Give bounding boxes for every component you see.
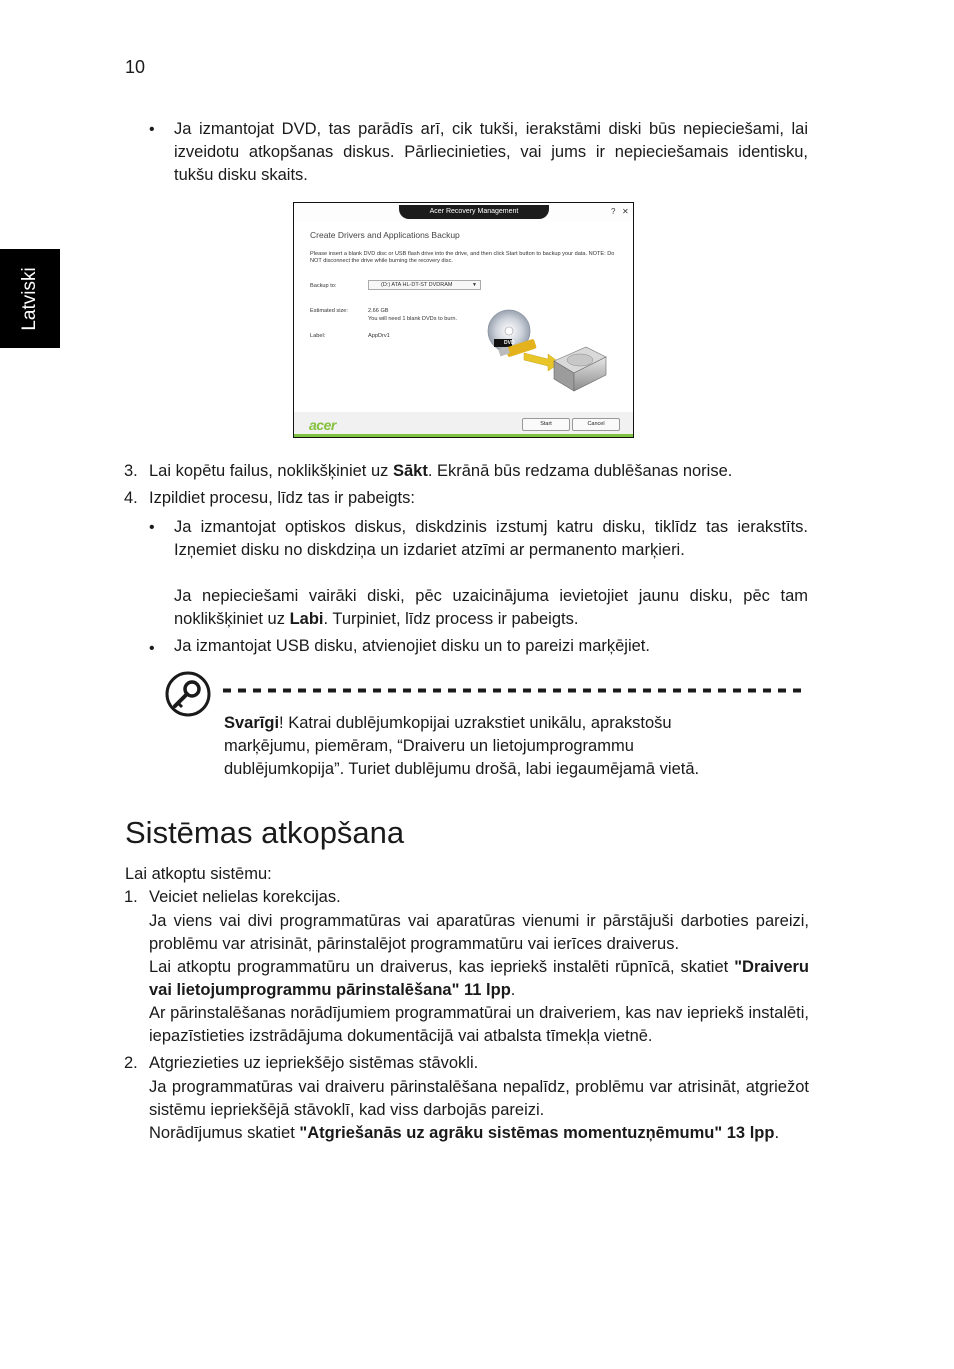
- key-icon: [165, 671, 211, 717]
- acer-logo: acer: [309, 417, 336, 433]
- hard-drive-icon: [554, 347, 606, 391]
- step-4-number: 4.: [124, 489, 138, 507]
- bullet-optical-disc: Ja izmantojat optiskos diskus, diskdzinis izstumj katru disku, tiklīdz tas ierakstīts. Izņemiet disku no diskdziņa un izdariet atzīmi ar permanento marķieri.: [174, 518, 808, 559]
- bullet-marker: •: [149, 121, 155, 138]
- chevron-down-icon: ▼: [472, 282, 477, 288]
- item-2-p2-c: .: [774, 1124, 780, 1142]
- important-label: Svarīgi: [224, 714, 280, 732]
- close-icon[interactable]: ✕: [622, 207, 629, 216]
- window-title-text: Acer Recovery Management: [429, 208, 519, 215]
- recovery-management-screenshot: [293, 202, 634, 438]
- language-side-tab-label: Latviski: [19, 266, 40, 331]
- item-1-p2-a: Lai atkoptu programmatūru un draiverus, kas iepriekš instalēti rūpnīcā, skatiet: [149, 958, 735, 976]
- item-2-number: 2.: [124, 1054, 138, 1072]
- label-label: Label:: [310, 333, 326, 339]
- item-1-title: Veiciet nelielas korekcijas.: [149, 888, 341, 906]
- item-2-paragraph-1: Ja programmatūras vai draiveru pārinstalēšana nepalīdz, problēmu var atrisināt, atgriežot sistēmu iepriekšējā stāvoklī, kad viss darbojās pareizi.: [149, 1078, 809, 1119]
- backup-to-label: Backup to:: [310, 283, 337, 289]
- bullet-cont-ok-bold: Labi: [289, 610, 324, 628]
- estimated-size-note: You will need 1 blank DVDs to burn.: [368, 316, 458, 322]
- important-note: [224, 712, 744, 781]
- bullet-usb-disc: Ja izmantojat USB disku, atvienojiet disku un to pareizi marķējiet.: [174, 637, 650, 655]
- dialog-instruction: Please insert a blank DVD disc or USB flash drive into the drive, and then click Start button to backup your data. NOTE: Do NOT disconnect the drive while burning the recovery disc.: [310, 251, 615, 264]
- window-titlebar: [294, 203, 633, 221]
- item-1-paragraph-3: Ar pārinstalēšanas norādījumiem programmatūrai un draiveriem, kas nav iepriekš instalēti, iepazīstieties izstrādājuma dokumentācijā vai atbalsta tīmekļa vietnē.: [149, 1004, 809, 1045]
- footer-accent-bar: [294, 434, 633, 437]
- item-1-paragraph-2: [149, 956, 809, 1002]
- item-2-paragraph-2: [149, 1122, 809, 1145]
- note-divider: [223, 688, 805, 693]
- item-1-paragraph-1: Ja viens vai divi programmatūras vai aparatūras vienumi ir pārstājuši darboties pareizi, problēmu var atrisināt, pārinstalējot programmatūru vai ierīces draiverus.: [149, 912, 809, 953]
- backup-drive-value: (D:) ATA HL-DT-ST DVDRAM: [381, 282, 453, 288]
- estimated-size-label: Estimated size:: [310, 308, 348, 314]
- item-2-title: Atgriezieties uz iepriekšējo sistēmas stāvokli.: [149, 1054, 479, 1072]
- bullet-marker: •: [149, 640, 155, 657]
- label-value: AppDrv1: [368, 333, 390, 339]
- bullet-marker: •: [149, 519, 155, 536]
- dvd-to-drive-illustration: [484, 303, 614, 395]
- item-1-p2-c: .: [510, 981, 516, 999]
- section-intro: Lai atkoptu sistēmu:: [125, 865, 272, 883]
- item-2-p2-link[interactable]: "Atgriešanās uz agrāku sistēmas momentuzņēmumu" 13 lpp: [299, 1124, 775, 1142]
- cancel-button[interactable]: Cancel: [572, 418, 620, 431]
- window-title: [399, 205, 549, 219]
- step-3-number: 3.: [124, 462, 138, 480]
- page-number: 10: [125, 57, 146, 77]
- item-1-number: 1.: [124, 888, 138, 906]
- intro-bullet-text: Ja izmantojat DVD, tas parādīs arī, cik tukši, ierakstāmi diski būs nepieciešami, lai izveidotu atkopšanas diskus. Pārliecinieties, vai jums ir nepieciešamais identisku, tukšu disku skaits.: [174, 120, 808, 184]
- step-4-text: Izpildiet procesu, līdz tas ir pabeigts:: [149, 489, 415, 507]
- dialog-heading: Create Drivers and Applications Backup: [310, 230, 460, 240]
- bullet-cont-a: Ja nepieciešami vairāki diski, pēc uzaicinājuma ievietojiet jaunu disku, pēc tam noklikšķiniet uz: [174, 587, 808, 628]
- step-3-text: [149, 462, 809, 481]
- backup-drive-select[interactable]: [368, 280, 481, 290]
- item-1-p2-link[interactable]: "Draiveru vai lietojumprogrammu pārinstalēšana" 11 lpp: [149, 958, 809, 999]
- step-3-start-bold: Sākt: [392, 462, 428, 480]
- step-3-text-a: Lai kopētu failus, noklikšķiniet uz: [149, 462, 393, 480]
- item-2-p2-a: Norādījumus skatiet: [149, 1124, 300, 1142]
- start-button[interactable]: Start: [522, 418, 570, 431]
- bullet-optical-disc-continued: [174, 585, 808, 631]
- bullet-cont-c: . Turpiniet, līdz process ir pabeigts.: [323, 610, 579, 628]
- step-3-text-c: . Ekrānā būs redzama dublēšanas norise.: [427, 462, 733, 480]
- dvd-badge: DVD: [504, 340, 515, 346]
- estimated-size-value: 2.66 GB: [368, 308, 389, 314]
- help-icon[interactable]: ?: [611, 207, 616, 216]
- important-text: ! Katrai dublējumkopijai uzrakstiet unikālu, aprakstošu marķējumu, piemēram, “Draiveru un lietojumprogrammu dublējumkopija”. Turiet dublējumu drošā, labi iegaumējamā vietā.: [224, 714, 700, 778]
- dialog-footer: [294, 412, 633, 437]
- language-side-tab: [0, 249, 60, 348]
- section-heading: Sistēmas atkopšana: [125, 815, 405, 850]
